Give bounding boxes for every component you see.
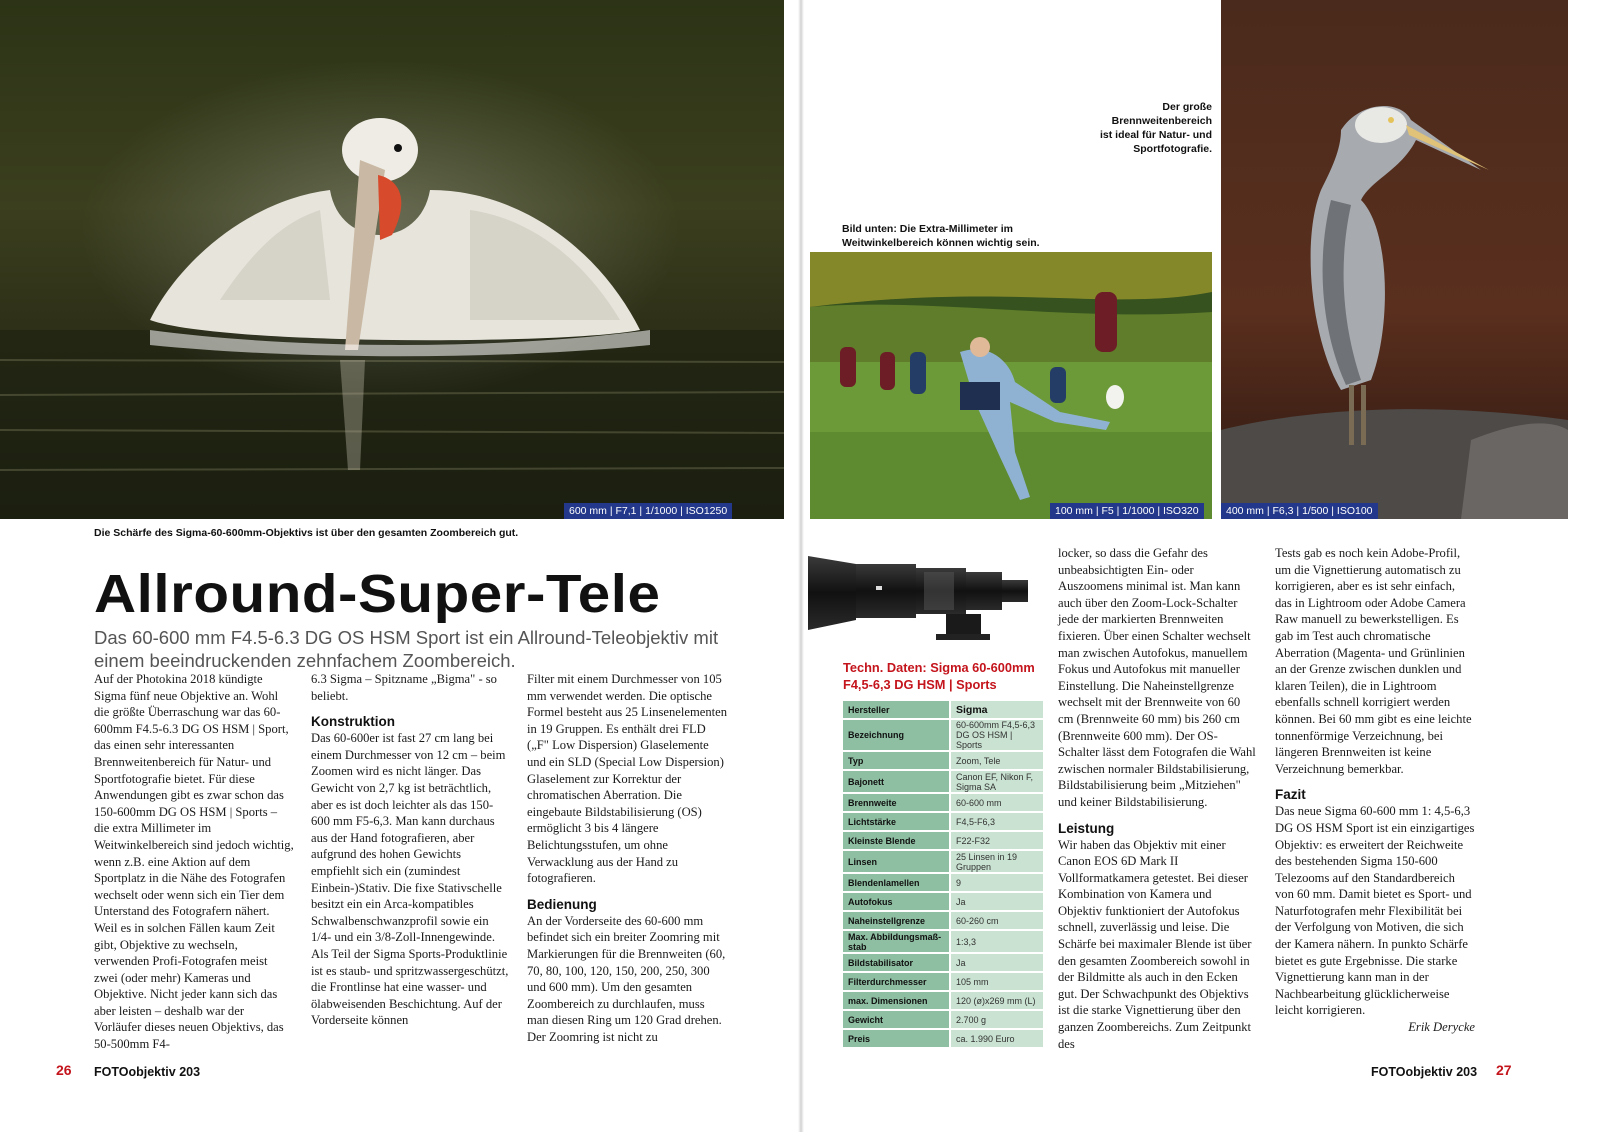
spec-row [843,992,1043,1009]
rugby-caption: Bild unten: Die Extra-Millimeter im Weitwinkelbereich können wichtig sein. [842,223,1040,249]
pelican-caption: Die Schärfe des Sigma-60-600mm-Objektivs ist über den gesamten Zoombereich gut. [94,527,519,539]
text-column-5 [1275,545,1475,1036]
spec-value: F22-F32 [949,832,1043,849]
spec-row [843,893,1043,910]
right-page-number: 27 [1496,1062,1512,1078]
spec-row [843,874,1043,891]
spec-row [843,851,1043,872]
spec-row [843,813,1043,830]
spec-value: 60-600 mm [949,794,1043,811]
heron-caption: Der große Brennweitenbereich ist ideal für Natur- und Sportfotografie. [1100,101,1213,155]
spec-row [843,701,1043,718]
spec-value: 120 (ø)x269 mm (L) [949,992,1043,1009]
leistung-continued: Tests gab es noch kein Adobe-Profil, um die Vignettierung automatisch zu korrigieren, aber es ist sehr einfach, das in Lightroom oder Adobe Camera Raw manuell zu bewerkstelligen. Es gab im Test auch chromatische Aberration (Magenta- und Grünlinien an der Grenze zwischen dunklen und klaren Teilen), die in Lightroom ebenfalls schnell korrigiert werden können. Bei 60 mm gibt es eine leichte tonnenförmige Verzeichnung, bei längeren Brennweiten ist keine Verzeichnung bemerkbar. [1275,546,1472,776]
spec-value: Zoom, Tele [949,752,1043,769]
spec-row [843,912,1043,929]
spec-key: Hersteller [843,701,949,718]
article-subtitle: Das 60-600 mm F4.5-6.3 DG OS HSM Sport ist ein Allround-Teleobjektiv mit einem beeindruckenden zehnfachem Zoombereich. [94,627,719,671]
heading-fazit: Fazit [1275,787,1306,803]
spec-key: Max. Abbildungsmaß-stab [843,931,949,952]
page-gutter [798,0,804,1132]
heading-leistung: Leistung [1058,820,1115,836]
spec-key: Lichtstärke [843,813,949,830]
left-magazine-folio: FOTOobjektiv 203 [94,1065,201,1079]
spec-value: Ja [949,954,1043,971]
spec-value: 1:3,3 [949,931,1043,952]
spec-key: max. Dimensionen [843,992,949,1009]
rugby-photo [810,252,1212,519]
spec-value: Canon EF, Nikon F, Sigma SA [949,771,1043,792]
right-magazine-folio: FOTOobjektiv 203 [1371,1065,1478,1079]
spec-value: 9 [949,874,1043,891]
fazit-paragraph: Das neue Sigma 60-600 mm 1: 4,5-6,3 DG OS HSM Sport ist ein einzigartiges Objektiv: es erweitert der Reichweite des bestehenden Sigma 150-600 Telezooms auf den Standardbereich von 60 mm. Damit bietet es Sport- und Naturfotografen mehr Flexibilität bei der Verfolgung von Motiven, die sich der Kamera nähern. In punkto Schärfe bietet es gute Ergebnisse. Die starke Vignettierung kann man in der Nachbearbeitung glücklicherweise leicht korrigieren. [1275,804,1475,1018]
spec-key: Kleinste Blende [843,832,949,849]
spec-key: Naheinstellgrenze [843,912,949,929]
spec-key: Bildstabilisator [843,954,949,971]
spec-key: Autofokus [843,893,949,910]
spec-key: Gewicht [843,1011,949,1028]
spec-value: F4,5-F6,3 [949,813,1043,830]
pelican-exif-label: 600 mm | F7,1 | 1/1000 | ISO1250 [564,503,732,519]
spec-row [843,931,1043,952]
spec-value: 60-600mm F4,5-6,3 DG OS HSM | Sports [949,720,1043,750]
text-column-1 [94,671,294,1053]
spec-value: 60-260 cm [949,912,1043,929]
spec-value: 105 mm [949,973,1043,990]
konstruktion-continued: Filter mit einem Durchmesser von 105 mm verwendet werden. Die optische Formel besteht aus 25 Linsenelementen in 19 Gruppen. Es enthält drei FLD („F" Low Dispersion) Glaselemente und ein SLD (Special Low Dispersion) Glaselement zur Korrektur der chromatischen Aberration. Die eingebaute Bildstabilisierung (OS) ermöglicht 3 bis 4 längere Belichtungsstufen, um ohne Verwacklung aus der Hand zu fotografieren. [527,672,728,886]
spec-row [843,1011,1043,1028]
heron-photo [1221,0,1568,519]
spec-value: Sigma [949,701,1043,718]
spec-key: Blendenlamellen [843,874,949,891]
pelican-photo [0,0,784,519]
spec-row [843,973,1043,990]
heron-exif-label: 400 mm | F6,3 | 1/500 | ISO100 [1221,503,1378,519]
spec-key: Preis [843,1030,949,1047]
spec-key: Typ [843,752,949,769]
intro-paragraph: Auf der Photokina 2018 kündigte Sigma fünf neue Objektive an. Wohl die größte Überraschung war das 60-600mm F4.5-6.3 DG OS HSM | Sport, das einen sehr interessanten Brennweitenbereich für Natur- und Sportfotografie bietet. Für diese Anwendungen gibt es zwar schon das 150-600mm DG OS HSM | Sports – die extra Millimeter im Weitwinkelbereich sind jedoch wichtig, wenn z.B. eine Aktion auf dem Sportplatz in die Nähe des Fotografen wechselt oder wenn sich ein Tier dem Unterstand des Fotografern nähert. Weil es in solchen Fällen kaum Zeit gibt, Objektive zu wechseln, verwenden Profi-Fotografen meist zwei (oder mehr) Kameras und Objektive. Nicht jeder kann sich das aber leisten – deshalb war der Vorläufer dieses neuen Objektivs, das 50-500mm F4- [94,672,294,1052]
bedienung-continued: locker, so dass die Gefahr des unbeabsichtigten Ein- oder Auszoomens minimal ist. Man kann auch über den Zoom-Lock-Schalter jede der markierten Brennweiten fixieren. Über einen Schalter wechselt man zwischen Autofokus, manuellem Fokus und Autofokus mit manueller Einstellung. Die Naheinstellgrenze wechselt mit der Brennweite von 60 cm (Brennweite 60 mm) bis 260 cm (Brennweite 600 mm). Der OS-Schalter lässt dem Fotografen die Wahl zwischen normaler Bildstabilisierung, Bildstabilisierung beim „Mitziehen" und keiner Bildstabilisierung. [1058,546,1256,809]
spec-row [843,1030,1043,1047]
heading-bedienung: Bedienung [527,896,597,912]
heading-konstruktion: Konstruktion [311,714,395,730]
left-page-number: 26 [56,1062,72,1078]
rugby-exif-label: 100 mm | F5 | 1/1000 | ISO320 [1050,503,1204,519]
lens-product-image [806,550,1032,642]
spec-key: Linsen [843,851,949,872]
text-column-2 [311,671,511,1029]
spec-value: 2.700 g [949,1011,1043,1028]
spec-key: Filterdurchmesser [843,973,949,990]
spec-row [843,954,1043,971]
konstruktion-paragraph: Das 60-600er ist fast 27 cm lang bei einem Durchmesser von 12 cm – beim Zoomen wird es nicht länger. Das Gewicht von 2,7 kg ist beträchtlich, aber es ist doch leichter als das 150-600 mm F5-6,3. Man kann durchaus aus der Hand fotografieren, aber aufgrund des hohen Gewichts empfiehlt sich ein (zumindest Einbein-)Stativ. Die fixe Stativschelle besitzt ein ein Arca-kompatibles Schwalbenschwanzprofil sowie ein 1/4- und ein 3/8-Zoll-Innengewinde. Als Teil der Sigma Sports-Produktlinie ist es staub- und spritzwassergeschützt, die Frontlinse hat eine wasser- und ölabweisenden Beschichtung. Auf der Vorderseite können [311,731,509,1028]
spec-table-title: Techn. Daten: Sigma 60-600mm F4,5-6,3 DG HSM | Sports [843,660,1035,692]
spec-value: 25 Linsen in 19 Gruppen [949,851,1043,872]
spec-row [843,771,1043,792]
text-column-4 [1058,545,1258,1052]
spec-key: Brennweite [843,794,949,811]
spec-key: Bezeichnung [843,720,949,750]
spec-row [843,752,1043,769]
spec-key: Bajonett [843,771,949,792]
article-title: Allround-Super-Tele [94,564,661,624]
spec-value: Ja [949,893,1043,910]
text-column-3 [527,671,729,1045]
spec-row [843,832,1043,849]
intro-continued: 6.3 Sigma – Spitzname „Bigma" - so beliebt. [311,672,497,703]
spec-value: ca. 1.990 Euro [949,1030,1043,1047]
spec-row [843,720,1043,750]
spec-table [843,699,1043,1049]
spec-row [843,794,1043,811]
author-name: Erik Derycke [1408,1020,1475,1035]
bedienung-paragraph: An der Vorderseite des 60-600 mm befindet sich ein breiter Zoomring mit Markierungen für die Brennweiten (60, 70, 80, 100, 120, 150, 200, 250, 300 und 600 mm). Um den gesamten Zoombereich zu durchlaufen, muss man diesen Ring um 120 Grad drehen. Der Zoomring ist nicht zu [527,913,726,1044]
leistung-paragraph: Wir haben das Objektiv mit einer Canon EOS 6D Mark II Vollformatkamera getestet. Bei dieser Kombination von Kamera und Objektiv funktioniert der Autofokus schnell, zuverlässig und leise. Die Schärfe bei maximaler Blende ist über den gesamten Zoombereich sowohl in der Bildmitte als auch in den Ecken gut. Der Schwachpunkt des Objektivs ist die starke Vignettierung über den ganzen Zoombereichs. Zum Zeitpunkt des [1058,837,1252,1051]
